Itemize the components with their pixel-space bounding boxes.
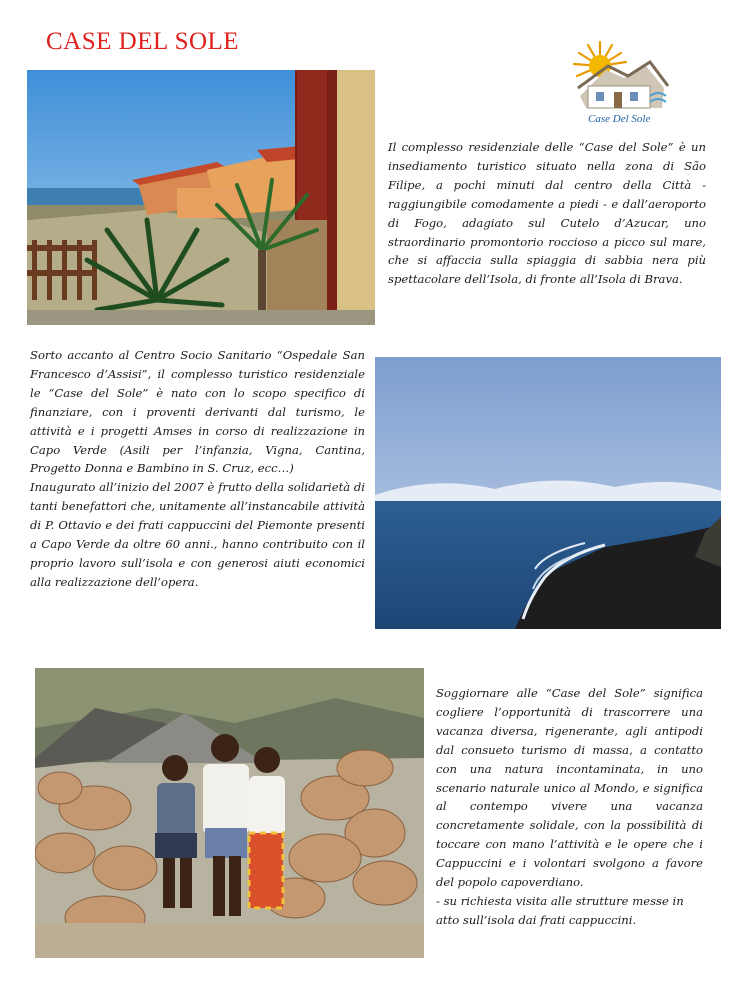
- intro-paragraph: Il complesso residenziale delle “Case del Sole” è un insediamento turistico situato nella zona di São Filipe, a pochi minuti dal centro della Città - raggiungibile comodamente a piedi - e dall’aeroporto di Fogo, adagiato sul Cutelo d’Azucar, uno straordinario promontorio roccioso a picco sul mare, che si affaccia sulla spiaggia di sabbia nera più spettacolare dell’Isola, di fronte all’Isola di Brava.: [388, 140, 706, 287]
- stay-paragraph-1: Soggiornare alle “Case del Sole” significa cogliere l’opportunità di trascorrere una vacanza diversa, rigenerante, agli antipodi dal consueto turismo di massa, a contatto con una natura incontaminata, in uno scenario naturale unico al Mondo, e significa al contempo vivere una vacanza concretamente solidale, con la possibilità di toccare con mano l’attività e le opere che i Cappuccini e i volontari svolgono a favore del popolo capoverdiano.: [436, 686, 703, 890]
- black-sand-beach-photo: [375, 357, 721, 629]
- logo: [566, 36, 678, 126]
- page-title: CASE DEL SOLE: [46, 28, 240, 55]
- logo-text: Case Del Sole: [588, 113, 651, 125]
- history-paragraph-1: Sorto accanto al Centro Socio Sanitario “Ospedale San Francesco d’Assisi”, il complesso turistico residenziale le “Case del Sole” è nato con lo scopo specifico di finanziare, con i proventi derivanti dal turismo, le attività e i progetti Amses in corso di realizzazione in Capo Verde (Asili per l’infanzia, Vigna, Cantina, Progetto Donna e Bambino in S. Cruz, ecc…): [30, 348, 365, 476]
- resort-photo: [27, 70, 375, 325]
- children-photo: [35, 668, 424, 958]
- sun-house-icon: [566, 36, 678, 126]
- history-text: [30, 346, 365, 592]
- history-paragraph-2: Inaugurato all’inizio del 2007 è frutto della solidarietà di tanti benefattori che, unitamente all’instancabile attività di P. Ottavio e dei frati cappuccini del Piemonte presenti a Capo Verde da oltre 60 anni., hanno contribuito con il proprio lavoro sull’isola e con generosi aiuti economici alla realizzazione dell’opera.: [30, 480, 365, 589]
- stay-paragraph-2: - su richiesta visita alle strutture messe in atto sull’isola dai frati cappuccini.: [436, 893, 684, 927]
- stay-text: [436, 684, 703, 930]
